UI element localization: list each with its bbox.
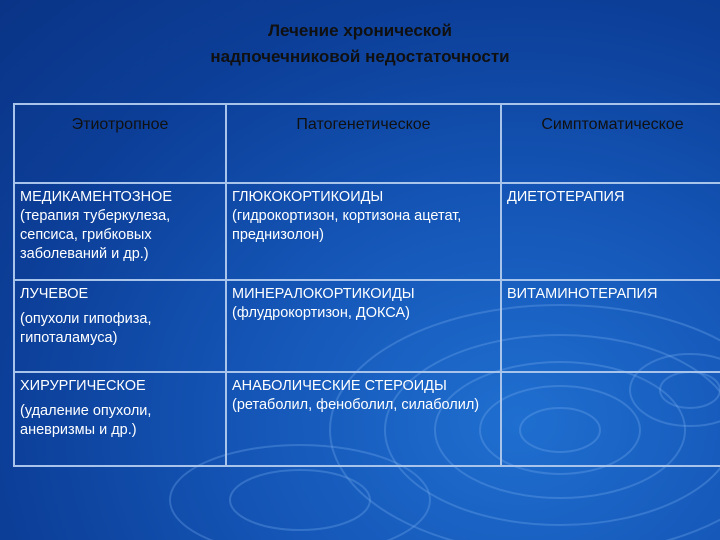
header-etiotropic: Этиотропное <box>14 104 226 183</box>
title-line-2: надпочечниковой недостаточности <box>210 47 510 66</box>
table-cell <box>226 183 501 280</box>
cell-sub: (терапия туберкулеза, сепсиса, грибковых заболеваний и др.) <box>20 208 171 262</box>
header-pathogenetic: Патогенетическое <box>226 104 501 183</box>
table-row <box>14 280 720 372</box>
cell-main: МИНЕРАЛОКОРТИКОИДЫ <box>232 286 415 302</box>
cell-main: ГЛЮКОКОРТИКОИДЫ <box>232 189 384 205</box>
treatment-table <box>13 103 720 467</box>
table-cell <box>226 280 501 372</box>
table-cell <box>501 372 720 466</box>
cell-main: ХИРУРГИЧЕСКОЕ <box>20 378 146 394</box>
cell-sub: (флудрокортизон, ДОКСА) <box>232 305 410 321</box>
cell-sub: (ретаболил, феноболил, силаболил) <box>232 397 480 413</box>
table-row <box>14 183 720 280</box>
table-cell <box>226 372 501 466</box>
table-cell <box>501 183 720 280</box>
cell-main: ЛУЧЕВОЕ <box>20 286 89 302</box>
table-cell <box>14 280 226 372</box>
slide-title <box>0 18 720 70</box>
table-cell <box>14 372 226 466</box>
cell-main: МЕДИКАМЕНТОЗНОЕ <box>20 189 172 205</box>
table-cell <box>14 183 226 280</box>
table-row <box>14 372 720 466</box>
cell-main: ДИЕТОТЕРАПИЯ <box>507 189 625 205</box>
table-cell <box>501 280 720 372</box>
cell-sub: (опухоли гипофиза, гипоталамуса) <box>20 311 152 346</box>
header-symptomatic: Симптоматическое <box>501 104 720 183</box>
title-line-1: Лечение хронической <box>268 21 452 40</box>
table-header-row <box>14 104 720 183</box>
cell-sub: (удаление опухоли, аневризмы и др.) <box>20 403 152 438</box>
cell-main: ВИТАМИНОТЕРАПИЯ <box>507 286 658 302</box>
cell-main: АНАБОЛИЧЕСКИЕ СТЕРОИДЫ <box>232 378 447 394</box>
cell-sub: (гидрокортизон, кортизона ацетат, преднизолон) <box>232 208 462 243</box>
